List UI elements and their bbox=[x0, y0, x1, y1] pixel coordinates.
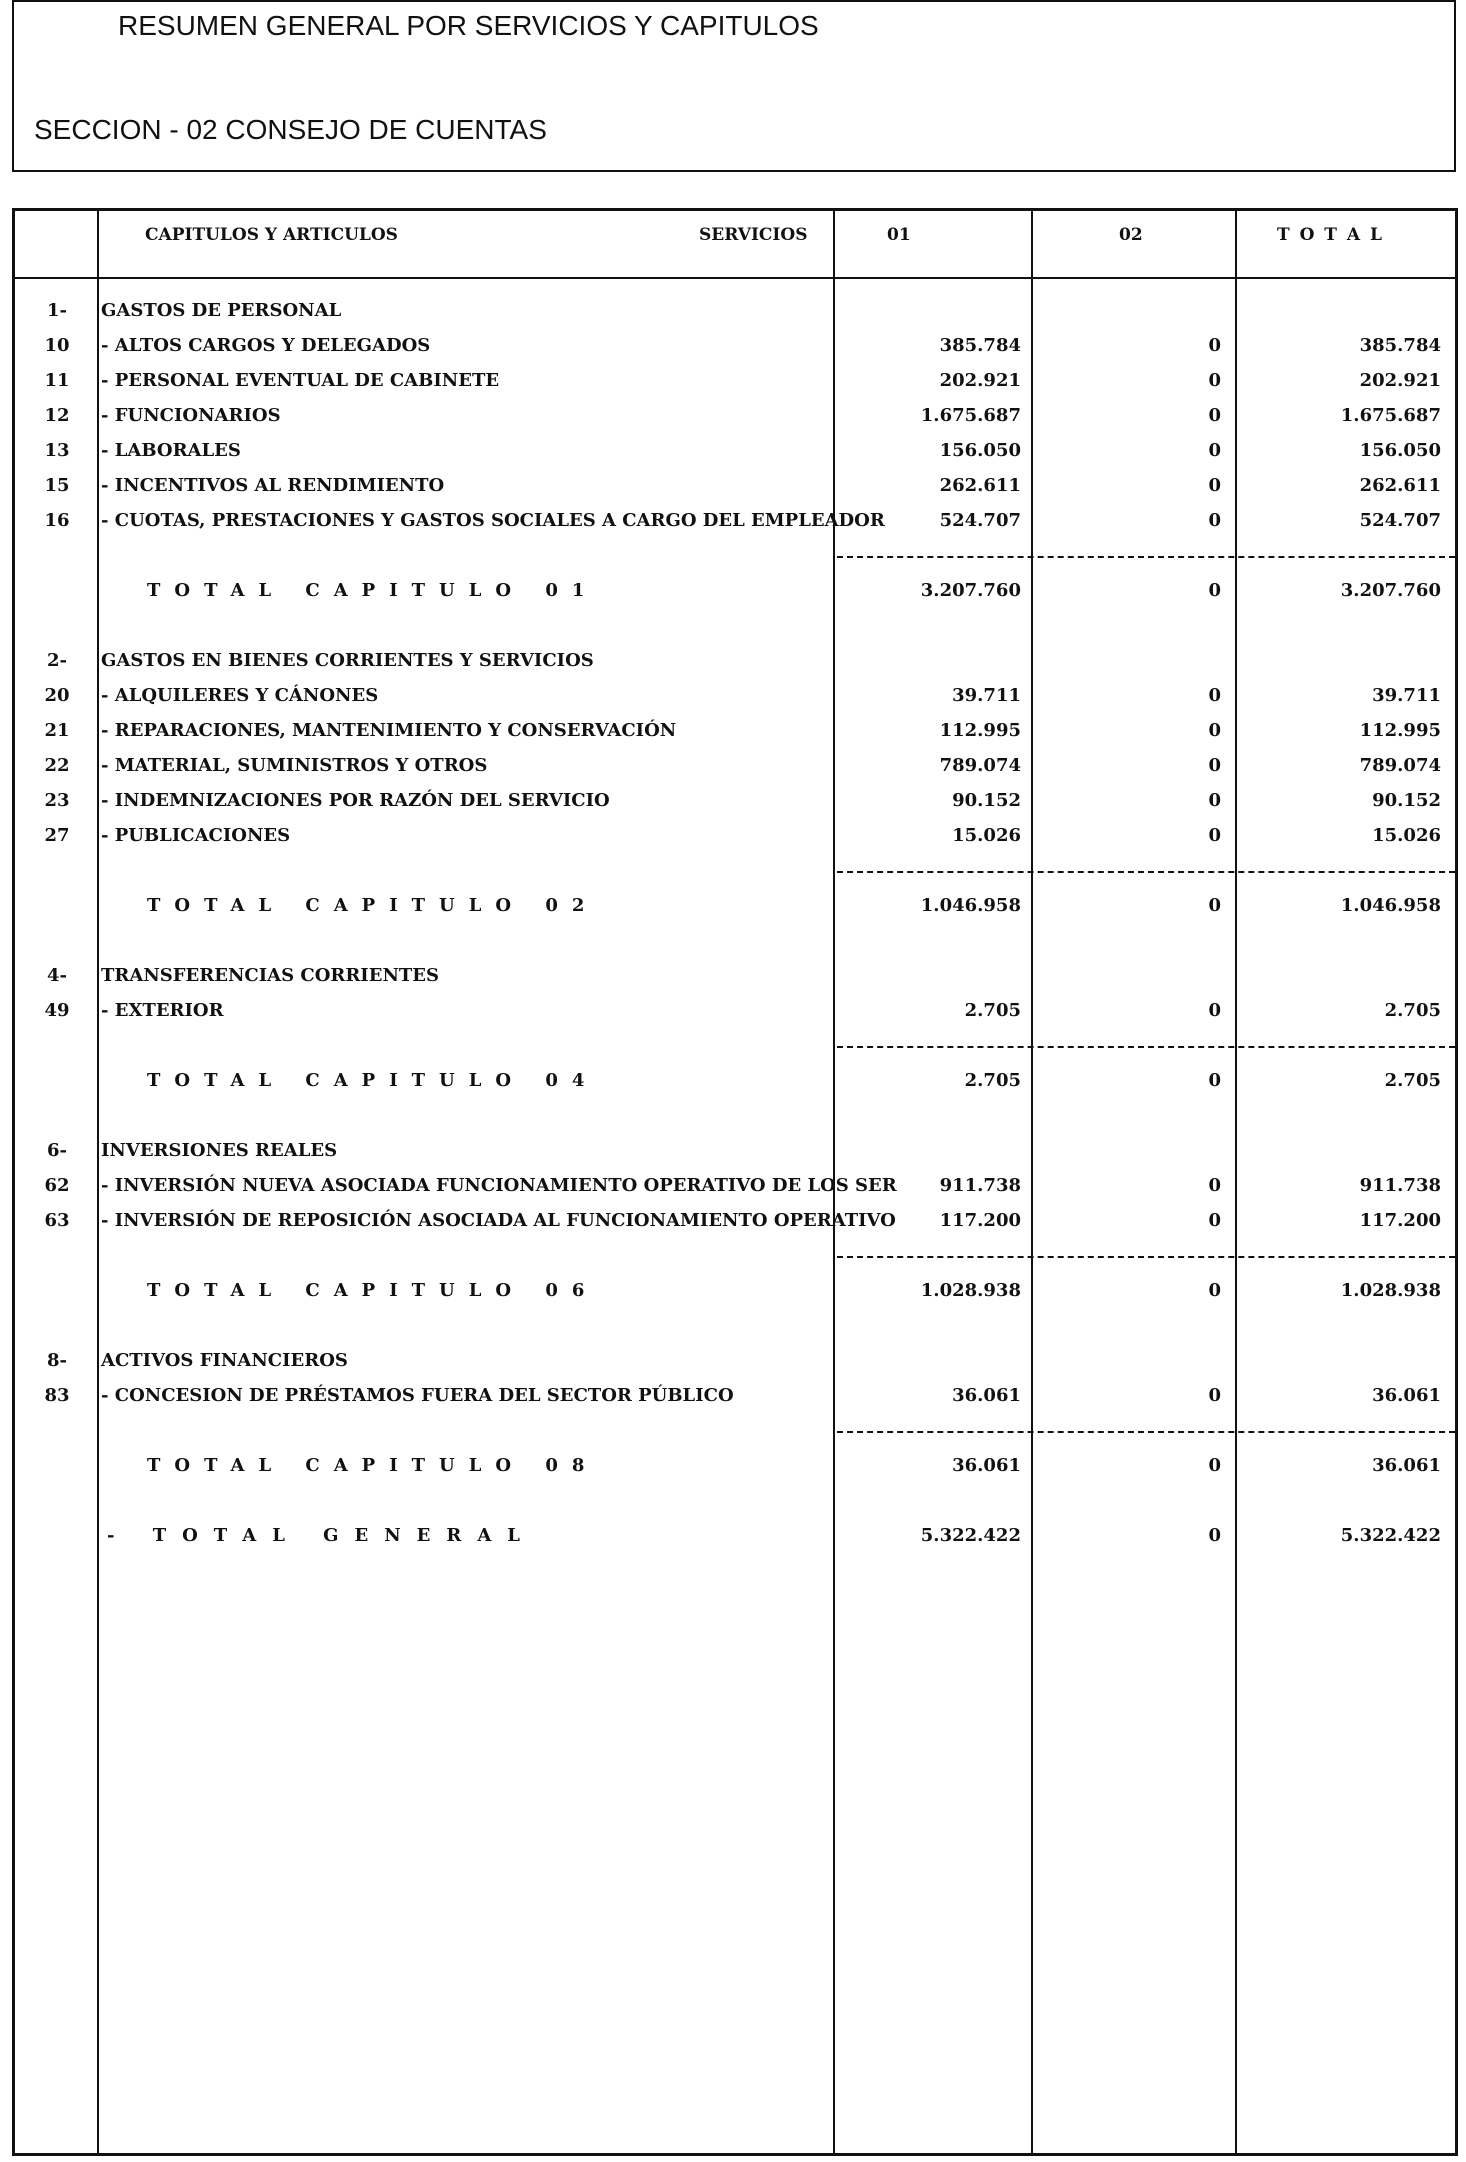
row-code: 1- bbox=[47, 300, 67, 321]
chapter-row bbox=[15, 293, 1455, 328]
section-title: SECCION - 02 CONSEJO DE CUENTAS bbox=[34, 114, 547, 145]
chapter-row bbox=[15, 958, 1455, 993]
row-label: - CONCESION DE PRÉSTAMOS FUERA DEL SECTOR PÚBLICO bbox=[101, 1385, 734, 1406]
value-service-02: 0 bbox=[1208, 405, 1221, 426]
value-service-02: 0 bbox=[1208, 1000, 1221, 1021]
row-label: GASTOS EN BIENES CORRIENTES Y SERVICIOS bbox=[101, 650, 594, 671]
row-code: 2- bbox=[47, 650, 67, 671]
table-row bbox=[15, 1378, 1455, 1413]
row-code: 15 bbox=[44, 475, 70, 496]
row-code: 10 bbox=[44, 335, 70, 356]
chapter-total-row bbox=[15, 1273, 1455, 1308]
value-service-01: 117.200 bbox=[939, 1210, 1021, 1231]
row-label: TRANSFERENCIAS CORRIENTES bbox=[101, 965, 440, 986]
row-label: - PERSONAL EVENTUAL DE CABINETE bbox=[101, 370, 500, 391]
table-row bbox=[15, 1203, 1455, 1238]
row-code: 12 bbox=[44, 405, 70, 426]
value-service-01: 2.705 bbox=[964, 1000, 1021, 1021]
table-row bbox=[15, 468, 1455, 503]
row-label: - REPARACIONES, MANTENIMIENTO Y CONSERVACIÓN bbox=[101, 720, 677, 741]
value-service-02: 0 bbox=[1208, 825, 1221, 846]
row-label: - EXTERIOR bbox=[101, 1000, 224, 1021]
value-service-01: 1.028.938 bbox=[920, 1280, 1021, 1301]
table-row bbox=[15, 818, 1455, 853]
value-service-01: 5.322.422 bbox=[920, 1525, 1021, 1546]
value-service-01: 202.921 bbox=[939, 370, 1021, 391]
subtotal-separator bbox=[837, 1256, 1455, 1258]
summary-table bbox=[12, 208, 1458, 2156]
value-service-01: 36.061 bbox=[952, 1385, 1021, 1406]
value-service-02: 0 bbox=[1208, 720, 1221, 741]
value-total: 789.074 bbox=[1359, 755, 1441, 776]
value-service-02: 0 bbox=[1208, 1455, 1221, 1476]
table-row bbox=[15, 503, 1455, 538]
row-code: 23 bbox=[44, 790, 70, 811]
value-service-01: 1.675.687 bbox=[920, 405, 1021, 426]
value-total: 202.921 bbox=[1359, 370, 1441, 391]
row-label: ACTIVOS FINANCIEROS bbox=[101, 1350, 348, 1371]
row-label: TOTAL CAPITULO 08 bbox=[147, 1455, 599, 1476]
value-total: 2.705 bbox=[1384, 1000, 1441, 1021]
row-code: 13 bbox=[44, 440, 70, 461]
value-service-02: 0 bbox=[1208, 510, 1221, 531]
value-total: 1.028.938 bbox=[1340, 1280, 1441, 1301]
row-label: GASTOS DE PERSONAL bbox=[101, 300, 342, 321]
table-row bbox=[15, 783, 1455, 818]
row-code: 16 bbox=[44, 510, 70, 531]
value-total: 117.200 bbox=[1359, 1210, 1441, 1231]
row-label: TOTAL CAPITULO 02 bbox=[147, 895, 599, 916]
value-service-02: 0 bbox=[1208, 1525, 1221, 1546]
value-service-01: 36.061 bbox=[952, 1455, 1021, 1476]
row-label: - LABORALES bbox=[101, 440, 241, 461]
row-label: - MATERIAL, SUMINISTROS Y OTROS bbox=[101, 755, 488, 776]
row-label: INVERSIONES REALES bbox=[101, 1140, 338, 1161]
value-service-01: 385.784 bbox=[939, 335, 1021, 356]
value-service-02: 0 bbox=[1208, 685, 1221, 706]
grand-total-row bbox=[15, 1518, 1455, 1553]
value-service-02: 0 bbox=[1208, 475, 1221, 496]
table-row bbox=[15, 433, 1455, 468]
table-row bbox=[15, 328, 1455, 363]
value-service-01: 2.705 bbox=[964, 1070, 1021, 1091]
row-code: 63 bbox=[44, 1210, 70, 1231]
header-chapters: CAPITULOS Y ARTICULOS bbox=[145, 225, 398, 245]
value-total: 36.061 bbox=[1372, 1385, 1441, 1406]
subtotal-separator bbox=[837, 1046, 1455, 1048]
row-code: 11 bbox=[44, 370, 70, 391]
table-row bbox=[15, 1168, 1455, 1203]
value-service-01: 1.046.958 bbox=[920, 895, 1021, 916]
row-label: - CUOTAS, PRESTACIONES Y GASTOS SOCIALES A CARGO DEL EMPLEADOR bbox=[101, 510, 885, 531]
row-label: - PUBLICACIONES bbox=[101, 825, 291, 846]
value-service-01: 789.074 bbox=[939, 755, 1021, 776]
value-total: 39.711 bbox=[1372, 685, 1441, 706]
table-row bbox=[15, 748, 1455, 783]
row-label: - INVERSIÓN DE REPOSICIÓN ASOCIADA AL FUNCIONAMIENTO OPERATIVO bbox=[101, 1210, 896, 1231]
value-service-02: 0 bbox=[1208, 580, 1221, 601]
row-code: 8- bbox=[47, 1350, 67, 1371]
value-service-02: 0 bbox=[1208, 1280, 1221, 1301]
row-code: 62 bbox=[44, 1175, 70, 1196]
value-total: 1.046.958 bbox=[1340, 895, 1441, 916]
value-total: 262.611 bbox=[1359, 475, 1441, 496]
chapter-total-row bbox=[15, 573, 1455, 608]
report-title: RESUMEN GENERAL POR SERVICIOS Y CAPITULOS bbox=[118, 10, 819, 41]
row-label: - INDEMNIZACIONES POR RAZÓN DEL SERVICIO bbox=[101, 790, 610, 811]
row-code: 22 bbox=[44, 755, 70, 776]
row-code: 4- bbox=[47, 965, 67, 986]
value-service-01: 262.611 bbox=[939, 475, 1021, 496]
table-row bbox=[15, 713, 1455, 748]
value-total: 911.738 bbox=[1359, 1175, 1441, 1196]
value-total: 36.061 bbox=[1372, 1455, 1441, 1476]
row-code: 27 bbox=[44, 825, 70, 846]
row-label: TOTAL CAPITULO 04 bbox=[147, 1070, 599, 1091]
subtotal-separator bbox=[837, 1431, 1455, 1433]
value-service-01: 524.707 bbox=[939, 510, 1021, 531]
row-code: 49 bbox=[44, 1000, 70, 1021]
row-code: 83 bbox=[44, 1385, 70, 1406]
value-service-02: 0 bbox=[1208, 440, 1221, 461]
row-label: TOTAL CAPITULO 06 bbox=[147, 1280, 599, 1301]
value-total: 1.675.687 bbox=[1340, 405, 1441, 426]
table-row bbox=[15, 398, 1455, 433]
value-service-01: 112.995 bbox=[939, 720, 1021, 741]
value-service-02: 0 bbox=[1208, 1175, 1221, 1196]
value-total: 112.995 bbox=[1359, 720, 1441, 741]
value-service-01: 911.738 bbox=[939, 1175, 1021, 1196]
row-code: 6- bbox=[47, 1140, 67, 1161]
value-service-01: 3.207.760 bbox=[920, 580, 1021, 601]
value-service-02: 0 bbox=[1208, 1210, 1221, 1231]
chapter-row bbox=[15, 1133, 1455, 1168]
value-service-02: 0 bbox=[1208, 335, 1221, 356]
value-total: 156.050 bbox=[1359, 440, 1441, 461]
row-code: 21 bbox=[44, 720, 70, 741]
table-row bbox=[15, 678, 1455, 713]
header-col-02: 02 bbox=[1119, 225, 1143, 245]
value-total: 90.152 bbox=[1372, 790, 1441, 811]
value-service-01: 156.050 bbox=[939, 440, 1021, 461]
value-service-02: 0 bbox=[1208, 755, 1221, 776]
row-label: - INCENTIVOS AL RENDIMIENTO bbox=[101, 475, 445, 496]
value-service-02: 0 bbox=[1208, 370, 1221, 391]
row-label: - FUNCIONARIOS bbox=[101, 405, 281, 426]
row-label: - INVERSIÓN NUEVA ASOCIADA FUNCIONAMIENTO OPERATIVO DE LOS SER bbox=[101, 1175, 897, 1196]
row-label: - ALTOS CARGOS Y DELEGADOS bbox=[101, 335, 431, 356]
subtotal-separator bbox=[837, 871, 1455, 873]
chapter-row bbox=[15, 1343, 1455, 1378]
chapter-total-row bbox=[15, 1448, 1455, 1483]
report-header bbox=[12, 0, 1456, 172]
chapter-row bbox=[15, 643, 1455, 678]
row-code: 20 bbox=[44, 685, 70, 706]
table-row bbox=[15, 363, 1455, 398]
value-service-02: 0 bbox=[1208, 895, 1221, 916]
row-label: - TOTAL GENERAL bbox=[107, 1525, 536, 1546]
value-total: 3.207.760 bbox=[1340, 580, 1441, 601]
value-total: 524.707 bbox=[1359, 510, 1441, 531]
chapter-total-row bbox=[15, 888, 1455, 923]
value-service-02: 0 bbox=[1208, 790, 1221, 811]
header-total: T O T A L bbox=[1277, 225, 1384, 245]
row-label: TOTAL CAPITULO 01 bbox=[147, 580, 599, 601]
value-service-01: 39.711 bbox=[952, 685, 1021, 706]
value-total: 5.322.422 bbox=[1340, 1525, 1441, 1546]
header-services: SERVICIOS bbox=[699, 225, 808, 245]
table-row bbox=[15, 993, 1455, 1028]
header-divider bbox=[15, 277, 1455, 279]
row-label: - ALQUILERES Y CÁNONES bbox=[101, 685, 379, 706]
value-total: 15.026 bbox=[1372, 825, 1441, 846]
value-service-01: 90.152 bbox=[952, 790, 1021, 811]
value-total: 385.784 bbox=[1359, 335, 1441, 356]
value-service-02: 0 bbox=[1208, 1385, 1221, 1406]
subtotal-separator bbox=[837, 556, 1455, 558]
header-col-01: 01 bbox=[887, 225, 911, 245]
value-service-02: 0 bbox=[1208, 1070, 1221, 1091]
value-service-01: 15.026 bbox=[952, 825, 1021, 846]
chapter-total-row bbox=[15, 1063, 1455, 1098]
value-total: 2.705 bbox=[1384, 1070, 1441, 1091]
